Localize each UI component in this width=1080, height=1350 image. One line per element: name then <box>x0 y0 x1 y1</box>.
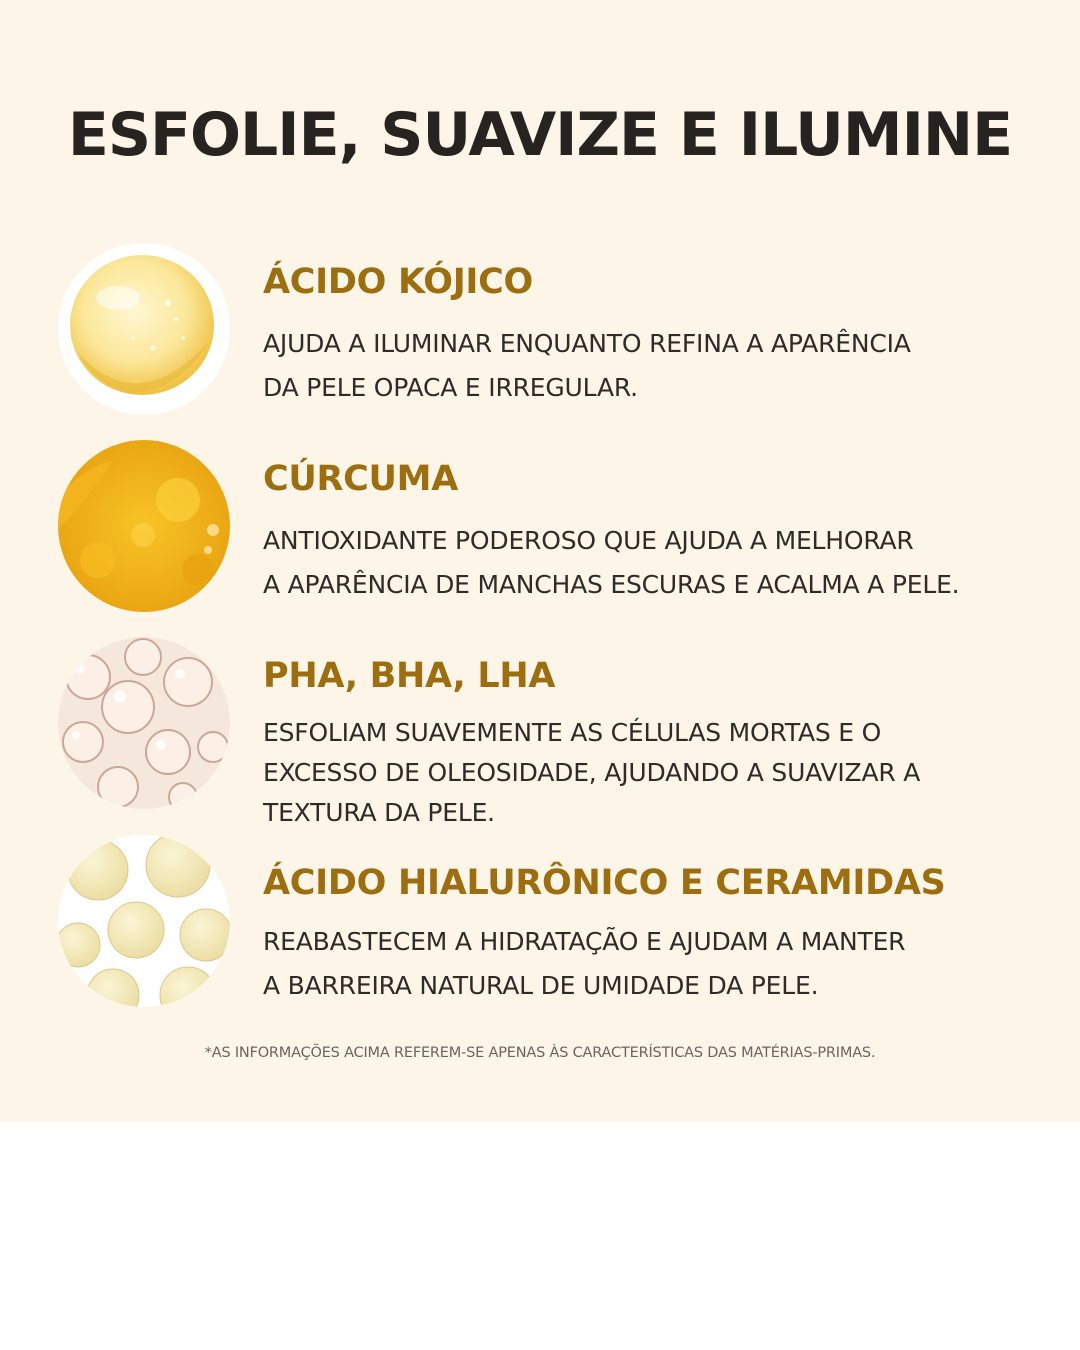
serum-drop-image <box>58 243 230 415</box>
turmeric-powder-image <box>58 440 230 612</box>
ingredient-description <box>263 920 1053 1008</box>
description-line: TEXTURA DA PELE. <box>263 798 495 827</box>
description-line: ESFOLIAM SUAVEMENTE AS CÉLULAS MORTAS E O <box>263 718 882 747</box>
page-title: ESFOLIE, SUAVIZE E ILUMINE <box>67 100 1013 170</box>
disclaimer-footnote: *AS INFORMAÇÕES ACIMA REFEREM-SE APENAS ÀS CARACTERÍSTICAS DAS MATÉRIAS-PRIMAS. <box>204 1045 876 1061</box>
ingredient-title: ÁCIDO HIALURÔNICO E CERAMIDAS <box>263 863 946 903</box>
description-line: REABASTECEM A HIDRATAÇÃO E AJUDAM A MANTER <box>263 927 906 956</box>
description-line: AJUDA A ILUMINAR ENQUANTO REFINA A APARÊNCIA <box>263 329 911 358</box>
ingredient-title: PHA, BHA, LHA <box>263 656 556 696</box>
capsules-image <box>58 835 230 1007</box>
description-line: EXCESSO DE OLEOSIDADE, AJUDANDO A SUAVIZAR A <box>263 758 921 787</box>
description-line: ANTIOXIDANTE PODEROSO QUE AJUDA A MELHORAR <box>263 526 914 555</box>
bubbles-image <box>58 637 230 809</box>
description-line: A APARÊNCIA DE MANCHAS ESCURAS E ACALMA A PELE. <box>263 570 960 599</box>
ingredient-title: ÁCIDO KÓJICO <box>263 262 533 302</box>
description-line: A BARREIRA NATURAL DE UMIDADE DA PELE. <box>263 971 819 1000</box>
description-line: DA PELE OPACA E IRREGULAR. <box>263 373 638 402</box>
ingredient-description <box>263 519 1053 607</box>
ingredient-description <box>263 322 1053 410</box>
ingredient-description <box>263 713 1053 833</box>
ingredient-title: CÚRCUMA <box>263 459 458 499</box>
